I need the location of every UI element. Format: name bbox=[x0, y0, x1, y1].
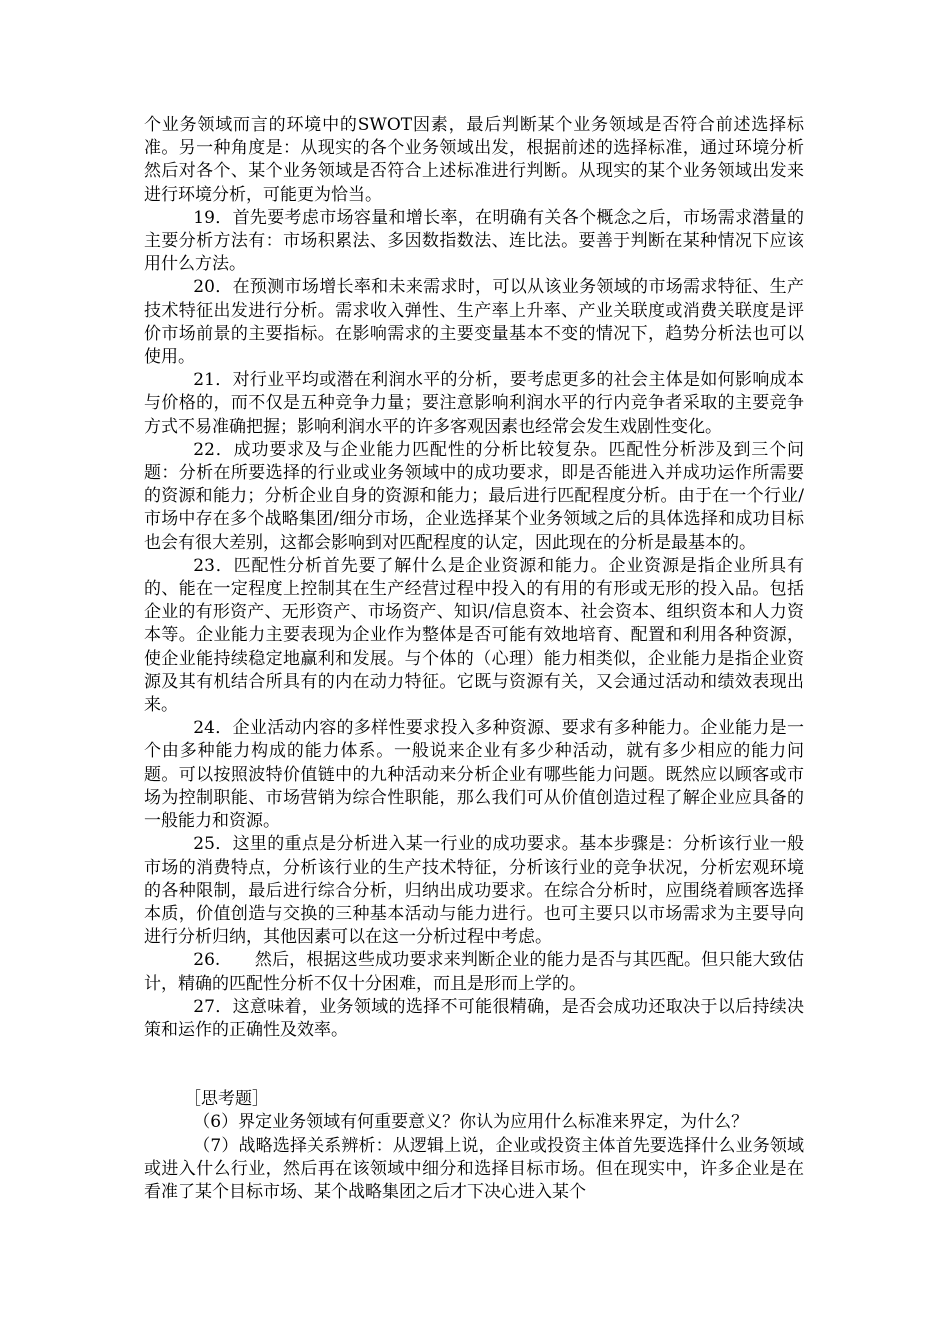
section-heading-thinking-questions: ［思考题］ bbox=[184, 1089, 269, 1110]
paragraph-26: 26. 然后，根据这些成功要求来判断企业的能力是否与其匹配。但只能大致估计，精确的匹配性分析不仅十分困难，而且是形而上学的。 bbox=[144, 950, 804, 994]
paragraph-23: 23．匹配性分析首先要了解什么是企业资源和能力。企业资源是指企业所具有的、能在一定程度上控制其在生产经营过程中投入的有用的有形或无形的投入品。包括企业的有形资产、无形资产、市场资产、知识/信息资本、社会资本、组织资本和人力资本等。企业能力主要表现为企业作为整体是否可能有效地培育、配置和利用各种资源，使企业能持续稳定地赢利和发展。与个体的（心理）能力相类似，企业能力是指企业资源及其有机结合所具有的内在动力特征。它既与资源有关，又会通过活动和绩效表现出来。 bbox=[144, 555, 804, 716]
paragraph-24: 24．企业活动内容的多样性要求投入多种资源、要求有多种能力。企业能力是一个由多种能力构成的能力体系。一般说来企业有多少种活动，就有多少相应的能力问题。可以按照波特价值链中的九种活动来分析企业有哪些能力问题。既然应以顾客或市场为控制职能、市场营销为综合性职能，那么我们可从价值创造过程了解企业应具备的一般能力和资源。 bbox=[144, 718, 804, 832]
section-spacer bbox=[144, 1042, 804, 1088]
question-6: （6）界定业务领域有何重要意义？你认为应用什么标准来界定，为什么？ bbox=[193, 1112, 749, 1133]
paragraph-20: 20．在预测市场增长率和未来需求时，可以从该业务领域的市场需求特征、生产技术特征出发进行分析。需求收入弹性、生产率上升率、产业关联度或消费关联度是评价市场前景的主要指标。在影响需求的主要变量基本不变的情况下，趋势分析法也可以使用。 bbox=[144, 277, 804, 368]
question-7: （7）战略选择关系辨析：从逻辑上说，企业或投资主体首先要选择什么业务领域或进入什么行业，然后再在该领域中细分和选择目标市场。但在现实中，许多企业是在看准了某个目标市场、某个战略集团之后才下决心进入某个 bbox=[144, 1135, 804, 1202]
paragraph-25: 25．这里的重点是分析进入某一行业的成功要求。基本步骤是：分析该行业一般市场的消费特点，分析该行业的生产技术特征，分析该行业的竞争状况，分析宏观环境的各种限制，最后进行综合分析，归纳出成功要求。在综合分析时，应围绕着顾客选择本质，价值创造与交换的三种基本活动与能力进行。也可主要只以市场需求为主要导向进行分析归纳，其他因素可以在这一分析过程中考虑。 bbox=[144, 834, 804, 948]
document-page bbox=[144, 114, 804, 1204]
paragraph-continuation: 个业务领域而言的环境中的SWOT因素，最后判断某个业务领域是否符合前述选择标准。另一种角度是：从现实的各个业务领域出发，根据前述的选择标准，通过环境分析然后对各个、某个业务领域是否符合上述标准进行判断。从现实的某个业务领域出发来进行环境分析，可能更为恰当。 bbox=[144, 115, 804, 205]
paragraph-19: 19．首先要考虑市场容量和增长率，在明确有关各个概念之后，市场需求潜量的主要分析方法有：市场积累法、多因数指数法、连比法。要善于判断在某种情况下应该用什么方法。 bbox=[144, 207, 804, 275]
paragraph-27: 27．这意味着，业务领域的选择不可能很精确，是否会成功还取决于以后持续决策和运作的正确性及效率。 bbox=[144, 996, 804, 1040]
paragraph-21: 21．对行业平均或潜在利润水平的分析，要考虑更多的社会主体是如何影响成本与价格的，而不仅是五种竞争力量；要注意影响利润水平的行内竞争者采取的主要竞争方式不易准确把握；影响利润水平的许多客观因素也经常会发生戏剧性变化。 bbox=[144, 370, 804, 437]
paragraph-22: 22．成功要求及与企业能力匹配性的分析比较复杂。匹配性分析涉及到三个问题：分析在所要选择的行业或业务领域中的成功要求，即是否能进入并成功运作所需要的资源和能力；分析企业自身的资源和能力；最后进行匹配程度分析。由于在一个行业/市场中存在多个战略集团/细分市场，企业选择某个业务领域之后的具体选择和成功目标也会有很大差别，这都会影响到对匹配程度的认定，因此现在的分析是最基本的。 bbox=[144, 439, 804, 553]
